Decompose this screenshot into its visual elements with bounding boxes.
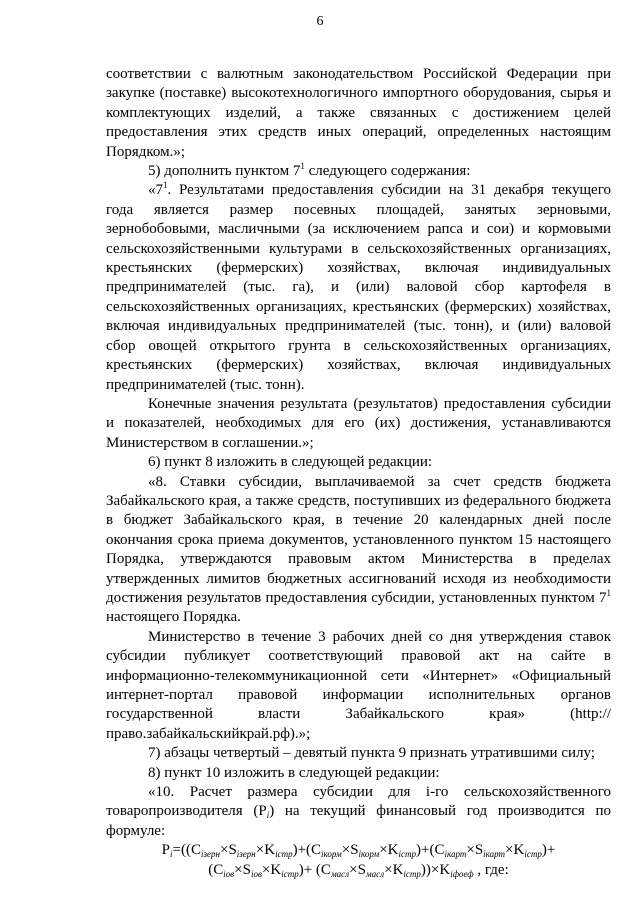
paragraph: соответствии с валютным законодательством Российской Федерации при закупке (поставке) высокотехнологичного импортного оборудования, сырья и комплектующих изделий, а также связанных с достижением целей предоставления этих средств иных операций, определенных настоящим Порядком.»; [106, 66, 611, 160]
formula-line-2: $(C_{iов}\times S_{iов}\times K_{iстр})+ (C_{масл}\times S_{масл}\times K_{iстр}))\times K_{iфоеф}$ , где: [208, 861, 509, 879]
formula-line-1: $P_i=((C_{iзерн}\times S_{iзерн}\times K_{iстр})+(C_{iкорм}\times S_{iкорм}\times K_{iстр})+(C_{iкарт}\times S_{iкарт}\times K_{iстр})+$ [161, 842, 556, 860]
page-number: 6 [316, 14, 324, 29]
paragraph: 7) абзацы четвертый – девятый пункта 9 признать утратившими силу; [148, 745, 595, 762]
paragraph: 5) дополнить пунктом $7^1$ следующего содержания: [148, 161, 471, 180]
paragraph: Министерство в течение 3 рабочих дней со дня утверждения ставок субсидии публикует соответствующий правовой акт на сайте в информационно-телекоммуникационной сети «Интернет» «Официальный интернет-портал правовой информации исполнительных органов государственной власти Забайкальского края» (http://право.забайкальскийкрай.рф).»; [106, 628, 611, 742]
paragraph: «8. Ставки субсидии, выплачиваемой за счет средств бюджета Забайкальского края, а также средств, поступивших из федерального бюджета в бюджет Забайкальского края, в течение 20 календарных дней после окончания срока приема документов, установленного пунктом 15 настоящего Порядка, утверждаются правовым актом Министерства в пределах утвержденных лимитов бюджетных ассигнований исходя из необходимости достижения результатов предоставления субсидии, установленных пунктом $7^1$ настоящего Порядка. [106, 473, 611, 626]
paragraph: 8) пункт 10 изложить в следующей редакции: [148, 764, 440, 781]
paragraph: «10. Расчет размера субсидии для i-го сельскохозяйственного товаропроизводителя $(P_i)$ на текущий финансовый год производится по формуле: [106, 784, 611, 839]
paragraph: Конечные значения результата (результатов) предоставления субсидии и показателей, необходимых для его (их) достижения, устанавливаются Министерством в соглашении.»; [106, 395, 611, 451]
paragraph: «$7^1$. Результатами предоставления субсидии на 31 декабря текущего года является размер посевных площадей, занятых зерновыми, зернобобовыми, масличными (за исключением рапса и сои) и кормовыми сельскохозяйственными культурами в сельскохозяйственных организациях, крестьянских (фермерских) хозяйствах, включая индивидуальных предпринимателей (тыс. га), и (или) валовой сбор картофеля в сельскохозяйственных организациях, крестьянских (фермерских) хозяйствах, включая индивидуальных предпринимателей (тыс. тонн), и (или) валовой сбор овощей открытого грунта в сельскохозяйственных организациях, крестьянских (фермерских) хозяйствах, включая индивидуальных предпринимателей (тыс. тонн). [106, 180, 611, 393]
paragraph: 6) пункт 8 изложить в следующей редакции: [148, 454, 433, 471]
formula [106, 841, 611, 880]
document-body [106, 65, 611, 880]
